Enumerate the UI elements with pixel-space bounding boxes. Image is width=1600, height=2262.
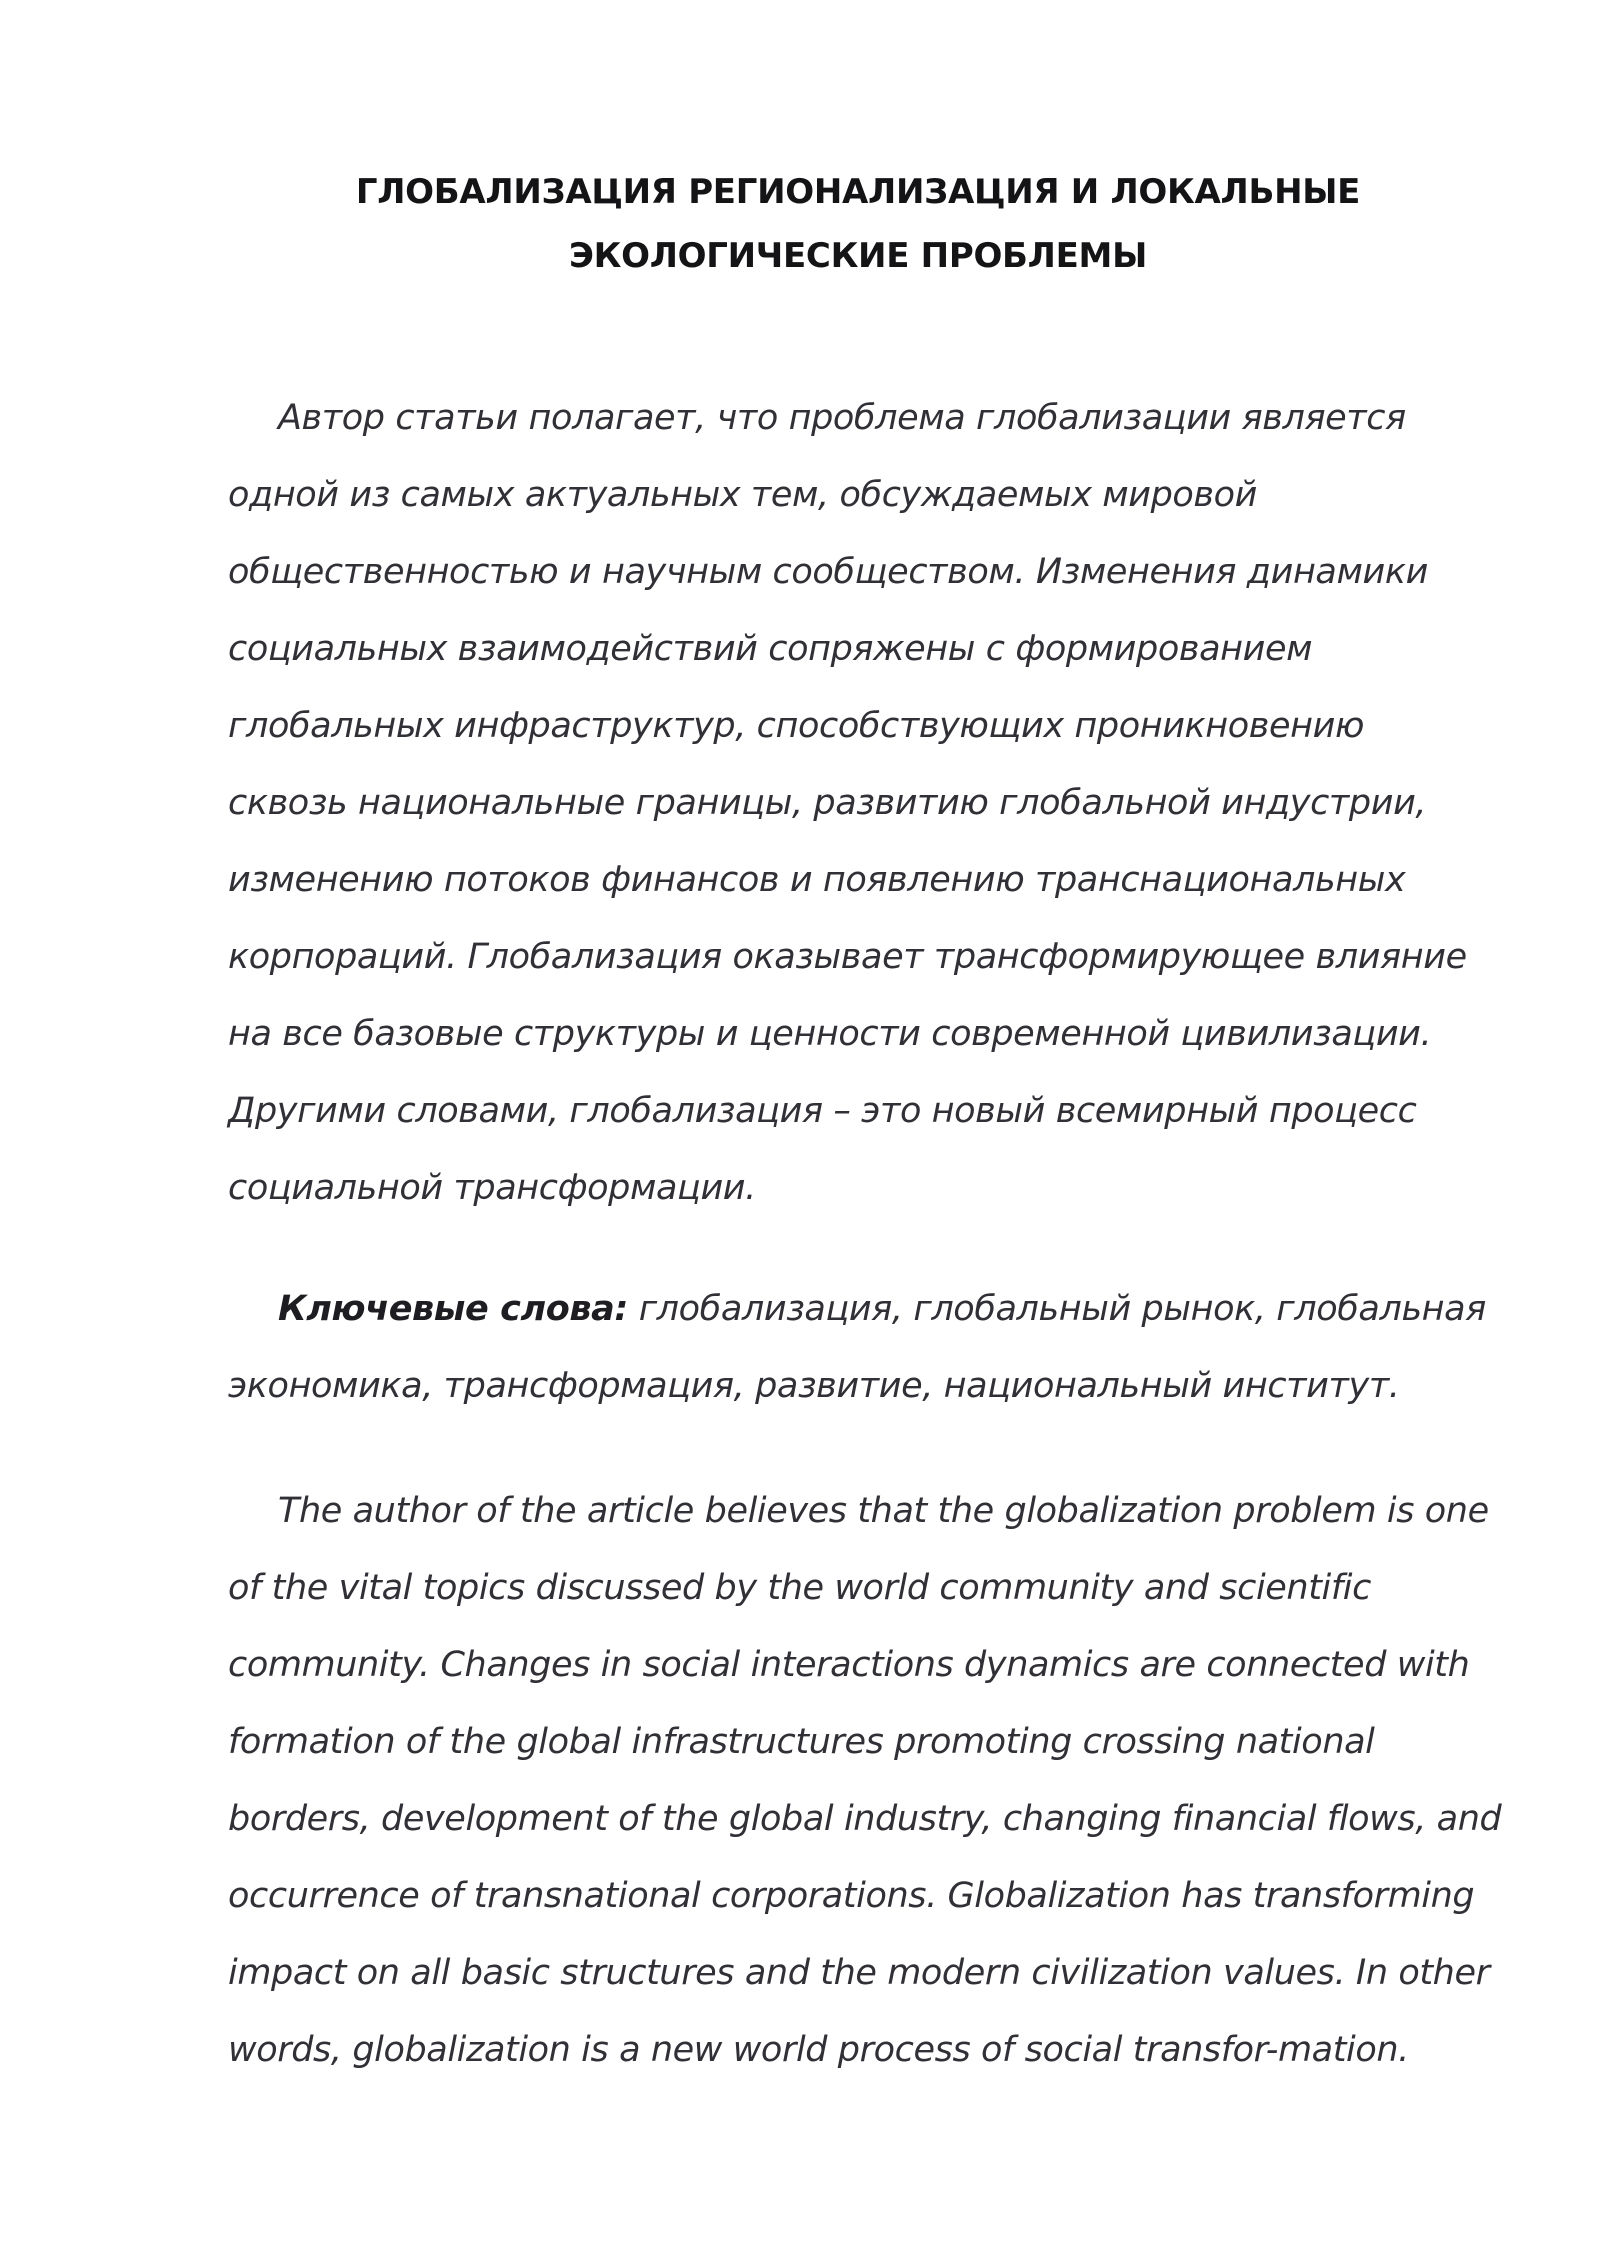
article-title-line: ЭКОЛОГИЧЕСКИЕ ПРОБЛЕМЫ [569,236,1147,276]
abstract-ru-line: общественностью и научным сообществом. Изменения динамики [228,552,1428,592]
document-page [228,160,1502,2089]
keywords-list: глобализация, глобальный рынок, глобальная [638,1289,1486,1329]
keywords-line [228,1271,1488,1348]
abstract-en-line: community. Changes in social interactions dynamics are connected with [228,1645,1470,1685]
abstract-ru-line: сквозь национальные границы, развитию глобальной индустрии, [228,783,1427,823]
abstract-en-line: borders, development of the global industry, changing financial flows, and [228,1799,1502,1839]
abstract-ru-line: корпораций. Глобализация оказывает трансформирующее влияние [228,937,1467,977]
article-title-line: ГЛОБАЛИЗАЦИЯ РЕГИОНАЛИЗАЦИЯ И ЛОКАЛЬНЫЕ [355,172,1361,212]
abstract-en-line: occurrence of transnational corporations. Globalization has transforming [228,1876,1475,1916]
keywords-line: экономика, трансформация, развитие, национальный институт. [228,1366,1400,1406]
abstract-en-line: words, globalization is a new world process of social transfor-mation. [228,2030,1409,2070]
keywords-block [228,1271,1488,1425]
abstract-russian [228,380,1488,1227]
abstract-ru-line: социальных взаимодействий сопряжены с формированием [228,629,1313,669]
abstract-ru-line: социальной трансформации. [228,1168,756,1208]
keywords-label: Ключевые слова: [278,1289,628,1329]
abstract-ru-line: глобальных инфраструктур, способствующих проникновению [228,706,1365,746]
abstract-en-line: of the vital topics discussed by the world community and scientific [228,1568,1371,1608]
abstract-ru-line: на все базовые структуры и ценности современной цивилизации. [228,1014,1432,1054]
abstract-ru-line: изменению потоков финансов и появлению транснациональных [228,860,1406,900]
abstract-english [228,1473,1502,2089]
abstract-ru-line: Другими словами, глобализация – это новый всемирный процесс [228,1091,1417,1131]
abstract-en-line: impact on all basic structures and the modern civilization values. In other [228,1953,1490,1993]
abstract-ru-line: одной из самых актуальных тем, обсуждаемых мировой [228,475,1258,515]
abstract-en-line: The author of the article believes that the globalization problem is one [278,1491,1489,1531]
abstract-en-line: formation of the global infrastructures promoting crossing national [228,1722,1375,1762]
article-title [228,160,1488,288]
abstract-ru-line: Автор статьи полагает, что проблема глобализации является [278,398,1406,438]
